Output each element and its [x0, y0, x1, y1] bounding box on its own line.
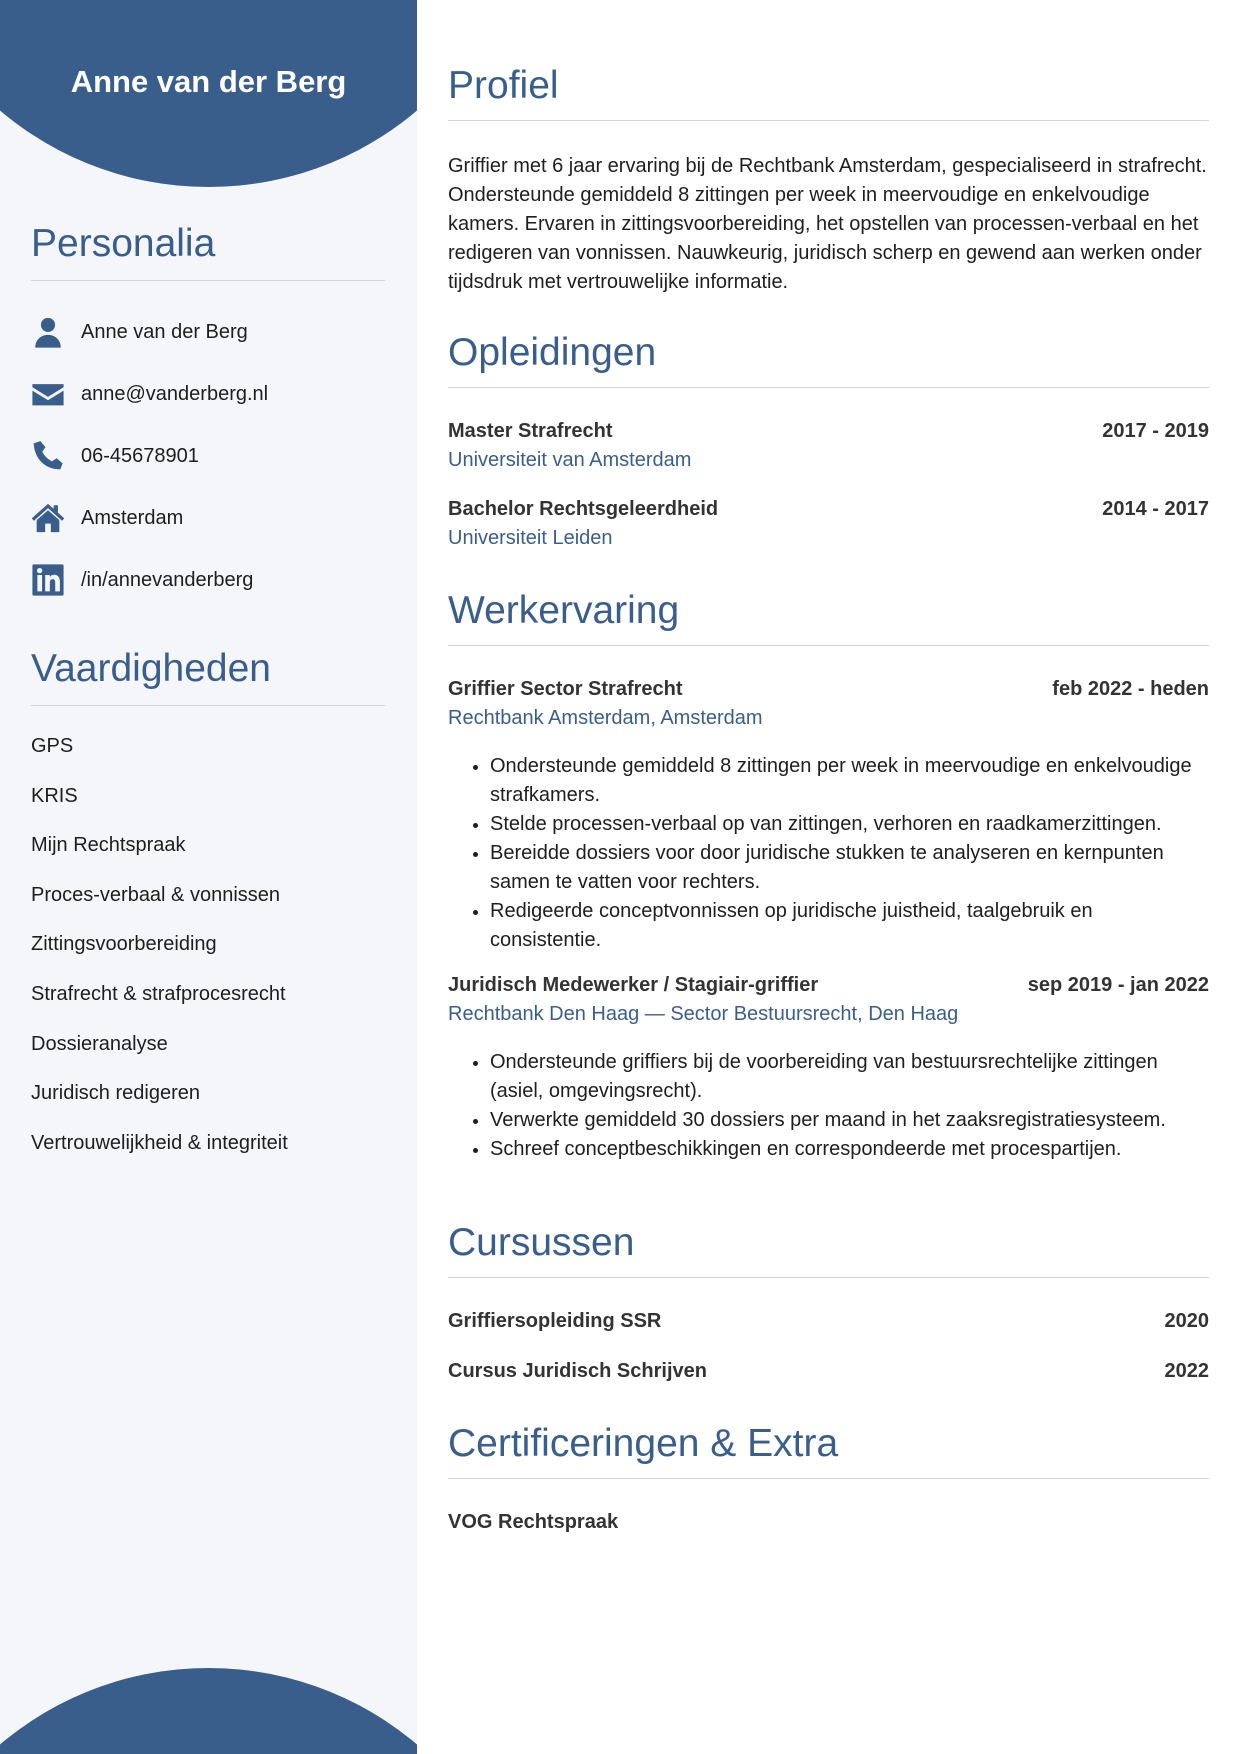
- skill-item: KRIS: [31, 784, 78, 807]
- course-entry: [448, 1310, 1209, 1333]
- education-heading: Opleidingen: [448, 331, 1209, 388]
- profile-text: Griffier met 6 jaar ervaring bij de Rechtbank Amsterdam, gespecialiseerd in strafrecht. Ondersteunde gemiddeld 8 zittingen per week in meervoudige en enkelvoudige kamers. Ervaren in zittingsvoorbereiding, het opstellen van processen-verbaal en het redigeren van vonnissen. Nauwkeurig, juridisch scherp en gewend aan werken onder tijdsdruk met vertrouwelijke informatie.: [448, 155, 1207, 293]
- profile-heading: Profiel: [448, 64, 1209, 121]
- contact-phone[interactable]: [31, 425, 385, 487]
- experience-section: [448, 589, 1209, 1164]
- job-bullet: • Stelde processen-verbaal op van zittingen, verhoren en raadkamerzittingen.: [490, 810, 1209, 839]
- certifications-heading: Certificeringen & Extra: [448, 1422, 1209, 1479]
- job-title: Griffier Sector Strafrecht: [448, 678, 683, 700]
- sidebar-footer-shape: [0, 1668, 417, 1754]
- linkedin-icon: [31, 563, 65, 597]
- course-date: 2022: [1164, 1360, 1209, 1382]
- skill-list: [31, 722, 385, 1168]
- experience-heading: Werkervaring: [448, 589, 1209, 646]
- phone-icon: [31, 439, 65, 473]
- skill-item: Vertrouwelijkheid & integriteit: [31, 1131, 288, 1154]
- skill-item: Strafrecht & strafprocesrecht: [31, 982, 286, 1005]
- job-bullet: • Ondersteunde gemiddeld 8 zittingen per week in meervoudige en enkelvoudige strafkamers.: [490, 752, 1209, 810]
- skills-heading: Vaardigheden: [31, 647, 385, 706]
- skill-item: GPS: [31, 735, 74, 757]
- candidate-name: Anne van der Berg: [70, 64, 347, 99]
- job-title: Juridisch Medewerker / Stagiair-griffier: [448, 974, 819, 996]
- job-bullet: • Verwerkte gemiddeld 30 dossiers per maand in het zaaksregistratiesysteem.: [490, 1106, 1209, 1135]
- job-date: feb 2022 - heden: [1052, 678, 1209, 700]
- education-date: 2017 - 2019: [1102, 420, 1209, 442]
- job-bullets: [448, 752, 1209, 955]
- personalia-section: [31, 222, 385, 611]
- certifications-section: [448, 1422, 1209, 1534]
- job-date: sep 2019 - jan 2022: [1027, 974, 1209, 996]
- contact-linkedin-text[interactable]: /in/annevanderberg: [81, 568, 254, 591]
- education-title: Master Strafrecht: [448, 420, 613, 442]
- home-icon: [31, 501, 65, 535]
- personalia-heading: Personalia: [31, 222, 385, 281]
- course-entry: [448, 1360, 1209, 1383]
- profile-section: [448, 64, 1209, 297]
- contact-list: [31, 301, 385, 611]
- course-title: Cursus Juridisch Schrijven: [448, 1360, 707, 1382]
- experience-entry: [448, 678, 1209, 955]
- certification-entry: [448, 1511, 1209, 1534]
- skill-item: Proces-verbaal & vonnissen: [31, 883, 281, 906]
- skills-section: [31, 647, 385, 1168]
- person-icon: [31, 315, 65, 349]
- skill-item: Zittingsvoorbereiding: [31, 933, 217, 956]
- education-title: Bachelor Rechtsgeleerdheid: [448, 498, 719, 520]
- job-bullet: • Schreef conceptbeschikkingen en correspondeerde met procespartijen.: [490, 1135, 1209, 1164]
- skill-item: Mijn Rechtspraak: [31, 834, 186, 857]
- skill-item: Dossieranalyse: [31, 1032, 168, 1055]
- skill-item: Juridisch redigeren: [31, 1082, 200, 1105]
- contact-location: [31, 487, 385, 549]
- job-bullet: • Bereidde dossiers voor door juridische stukken te analyseren en kernpunten samen te vatten voor rechters.: [490, 839, 1209, 897]
- job-bullet: • Redigeerde conceptvonnissen op juridische juistheid, taalgebruik en consistentie.: [490, 897, 1209, 955]
- contact-phone-text[interactable]: 06-45678901: [81, 444, 199, 467]
- job-employer: Rechtbank Amsterdam, Amsterdam: [448, 707, 763, 729]
- envelope-icon: [31, 377, 65, 411]
- contact-email[interactable]: [31, 363, 385, 425]
- job-bullet: • Ondersteunde griffiers bij de voorbereiding van bestuursrechtelijke zittingen (asiel, omgevingsrecht).: [490, 1048, 1209, 1106]
- contact-name: [31, 301, 385, 363]
- experience-entry: [448, 974, 1209, 1164]
- job-employer: Rechtbank Den Haag — Sector Bestuursrecht, Den Haag: [448, 1003, 959, 1025]
- contact-email-text[interactable]: anne@vanderberg.nl: [81, 382, 269, 405]
- sidebar: [0, 0, 417, 1754]
- job-bullets: [448, 1048, 1209, 1164]
- contact-location-text: Amsterdam: [81, 506, 184, 529]
- education-date: 2014 - 2017: [1102, 498, 1209, 520]
- education-entry: [448, 498, 1209, 550]
- course-title: Griffiersopleiding SSR: [448, 1310, 662, 1332]
- education-section: [448, 331, 1209, 550]
- education-institution: Universiteit Leiden: [448, 527, 613, 549]
- contact-name-text: Anne van der Berg: [81, 320, 248, 343]
- courses-section: [448, 1221, 1209, 1383]
- education-institution: Universiteit van Amsterdam: [448, 449, 692, 471]
- certification-title: VOG Rechtspraak: [448, 1511, 619, 1533]
- courses-heading: Cursussen: [448, 1221, 1209, 1278]
- course-date: 2020: [1164, 1310, 1209, 1332]
- contact-linkedin[interactable]: [31, 549, 385, 611]
- education-entry: [448, 420, 1209, 472]
